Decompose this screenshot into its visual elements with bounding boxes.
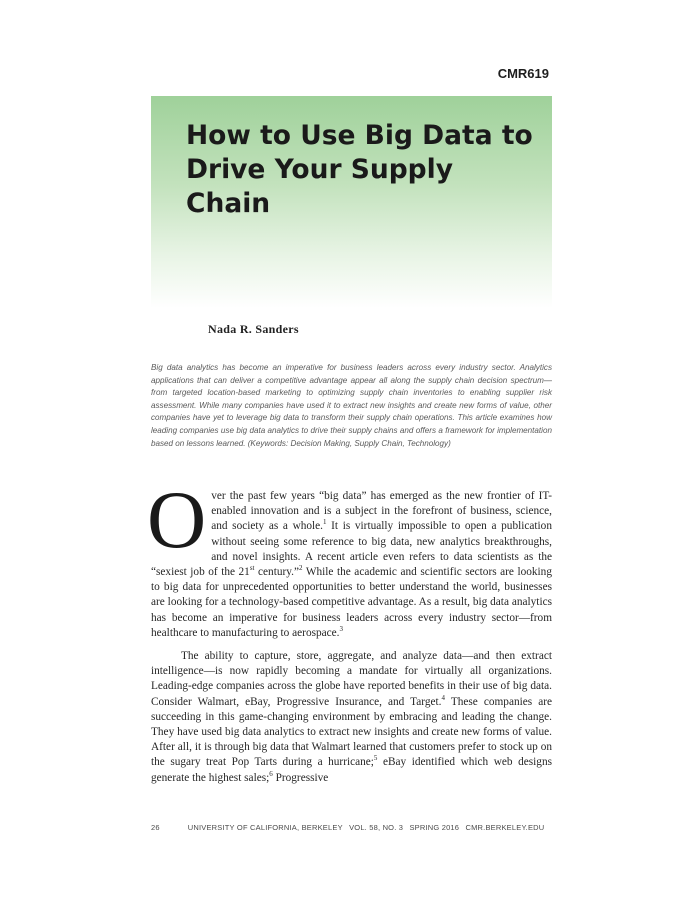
footnote-ref: 6	[269, 769, 273, 778]
ordinal-suffix: st	[249, 564, 255, 573]
text-run: century.”	[254, 566, 300, 579]
abstract: Big data analytics has become an imperative for business leaders across every industry sector. Analytics applications that can deliver a competitive advantage appear all along the supply chain decision spectrum—from targeted location-based marketing to optimizing supply chain inventories to enabling supplier risk assessment. While many companies have used it to extract new insights and create new forms of value, other companies have yet to leverage big data to transform their supply chain operations. This article examines how leading companies use big data analytics to drive their supply chains and offers a framework for implementation based on lessons learned. (Keywords: Decision Making, Supply Chain, Technology)	[151, 363, 552, 448]
journal-name: UNIVERSITY OF CALIFORNIA, BERKELEY	[187, 823, 343, 832]
page-number: 26	[151, 823, 160, 832]
article-body	[147, 474, 552, 786]
title-line-1: How to Use Big Data to	[186, 120, 533, 151]
text-run: These companies are succeeding in this game-changing environment by embracing and leading the change. They have used big data analytics to extract new insights and create new forms of value. After all, it is through big data that Walmart learned that customers prefer to stock up on the sugary treat Pop Tarts during a hurricane;	[151, 695, 552, 769]
paragraph-1	[147, 474, 552, 641]
volume-info: VOL. 58, NO. 3	[349, 823, 404, 832]
footnote-ref: 5	[373, 754, 378, 763]
text-run: The ability to capture, store, aggregate, and analyze data—and then extract intelligence—is now rapidly becoming a mandate for virtually all organizations. Leading-edge companies across the globe have reported benefits in their use of big data. Consider Walmart, eBay, Progressive Insurance, and Target.	[151, 650, 552, 708]
text-run: It is virtually impossible to open a publication without seeing some reference to big data, new analytics breakthroughs, and novel insights. A recent article even refers to data scientists as the “sexiest job of the 21	[151, 520, 552, 579]
article-code: CMR619	[497, 66, 549, 81]
footnote-ref: 2	[299, 564, 303, 573]
website: CMR.BERKELEY.EDU	[465, 823, 545, 832]
text-run: Progressive	[272, 771, 329, 784]
issue-info: SPRING 2016	[409, 823, 460, 832]
paragraph-2	[151, 649, 552, 786]
title-line-2: Drive Your Supply Chain	[186, 154, 453, 219]
article-title	[186, 119, 546, 221]
text-run: eBay identified which web designs generate the highest sales;	[151, 756, 552, 784]
text-run: While the academic and scientific sectors are looking to big data for unprecedented opportunities to better understand the world, businesses are looking for a technology-based competitive advantage. As a result, big data analytics has become an imperative for business leaders across every industry sector—from healthcare to manufacturing to aerospace.	[151, 566, 552, 639]
footnote-ref: 1	[323, 518, 327, 527]
footnote-ref: 3	[339, 625, 344, 634]
author-name: Nada R. Sanders	[208, 322, 299, 336]
page-footer	[151, 823, 548, 832]
footnote-ref: 4	[441, 693, 445, 702]
text-run: ver the past few years “big data” has emerged as the new frontier of IT-enabled innovation and is a subject in the forefront of business, science, and society as a whole.	[211, 490, 552, 533]
drop-cap: O	[147, 474, 207, 565]
